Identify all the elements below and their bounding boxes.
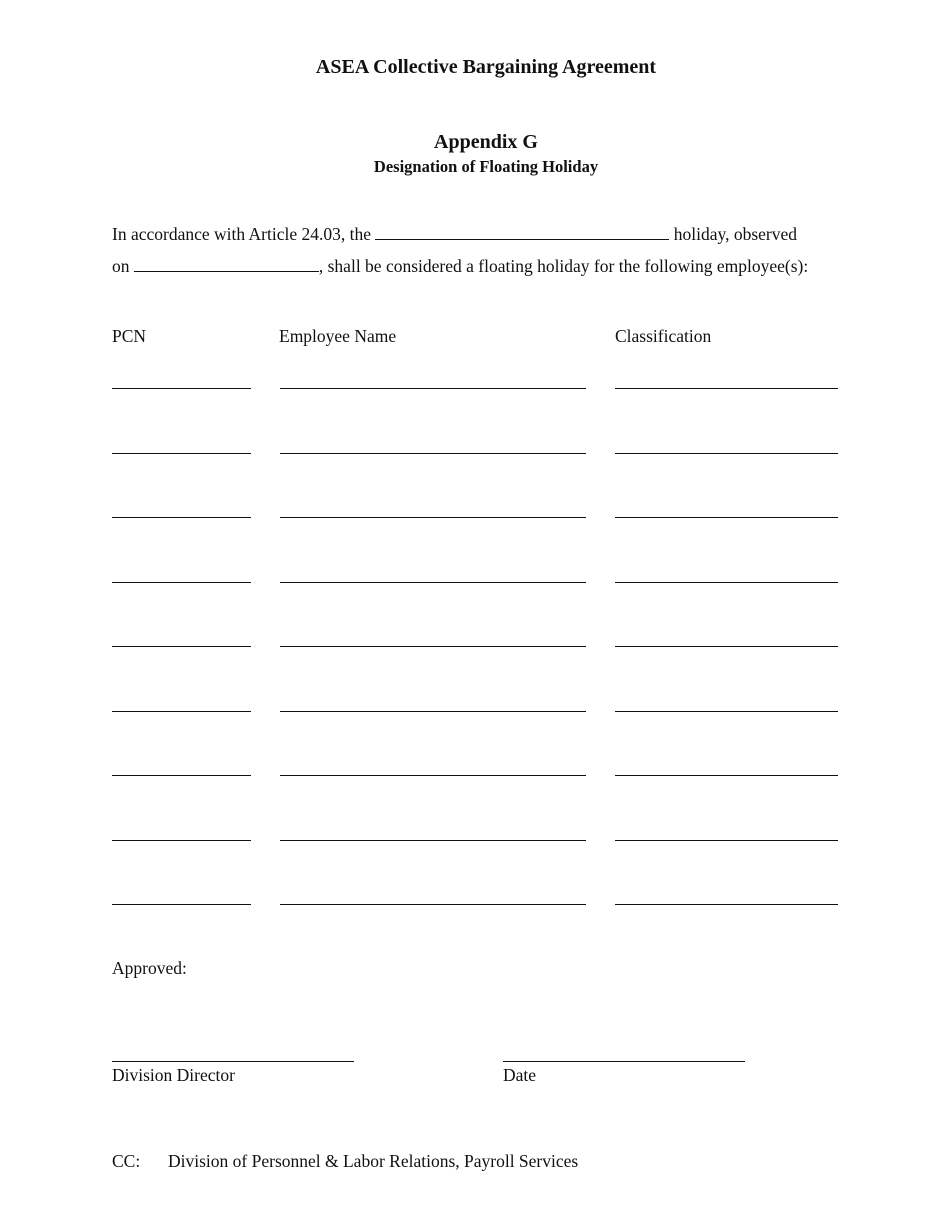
classification-blank[interactable] xyxy=(615,388,838,389)
classification-blank[interactable] xyxy=(615,904,838,905)
employee-name-blank[interactable] xyxy=(280,388,586,389)
intro-paragraph xyxy=(112,218,852,282)
classification-blank[interactable] xyxy=(615,711,838,712)
pcn-blank[interactable] xyxy=(112,453,251,454)
pcn-blank[interactable] xyxy=(112,582,251,583)
employee-name-blank[interactable] xyxy=(280,840,586,841)
employee-name-blank[interactable] xyxy=(280,711,586,712)
document-title: ASEA Collective Bargaining Agreement xyxy=(315,56,657,78)
classification-blank[interactable] xyxy=(615,453,838,454)
holiday-date-blank[interactable] xyxy=(134,256,319,272)
pcn-blank[interactable] xyxy=(112,775,251,776)
column-header-employee-name: Employee Name xyxy=(279,326,397,346)
employee-name-blank[interactable] xyxy=(280,453,586,454)
holiday-name-blank[interactable] xyxy=(375,224,669,240)
date-label: Date xyxy=(503,1065,537,1085)
director-signature-line[interactable] xyxy=(112,1061,354,1062)
intro-text-2: holiday, observed xyxy=(673,224,798,244)
approved-label: Approved: xyxy=(112,958,187,978)
date-signature-line[interactable] xyxy=(503,1061,745,1062)
intro-text-4: , shall be considered a floating holiday for the following employee(s): xyxy=(318,256,809,276)
pcn-blank[interactable] xyxy=(112,711,251,712)
division-director-label: Division Director xyxy=(112,1065,235,1085)
employee-name-blank[interactable] xyxy=(280,646,586,647)
pcn-blank[interactable] xyxy=(112,904,251,905)
classification-blank[interactable] xyxy=(615,840,838,841)
appendix-subtitle: Designation of Floating Holiday xyxy=(373,157,599,176)
cc-line xyxy=(112,1151,579,1172)
cc-recipients: Division of Personnel & Labor Relations, Payroll Services xyxy=(168,1151,579,1171)
pcn-blank[interactable] xyxy=(112,646,251,647)
pcn-blank[interactable] xyxy=(112,517,251,518)
employee-name-blank[interactable] xyxy=(280,775,586,776)
classification-blank[interactable] xyxy=(615,775,838,776)
intro-text-1: In accordance with Article 24.03, the xyxy=(112,224,371,244)
employee-name-blank[interactable] xyxy=(280,517,586,518)
column-header-pcn: PCN xyxy=(112,326,147,346)
classification-blank[interactable] xyxy=(615,517,838,518)
employee-name-blank[interactable] xyxy=(280,904,586,905)
employee-name-blank[interactable] xyxy=(280,582,586,583)
cc-label: CC: xyxy=(112,1151,141,1171)
column-header-classification: Classification xyxy=(615,326,712,346)
classification-blank[interactable] xyxy=(615,646,838,647)
pcn-blank[interactable] xyxy=(112,840,251,841)
appendix-heading: Appendix G xyxy=(434,131,538,153)
classification-blank[interactable] xyxy=(615,582,838,583)
pcn-blank[interactable] xyxy=(112,388,251,389)
intro-text-3: on xyxy=(112,256,130,276)
